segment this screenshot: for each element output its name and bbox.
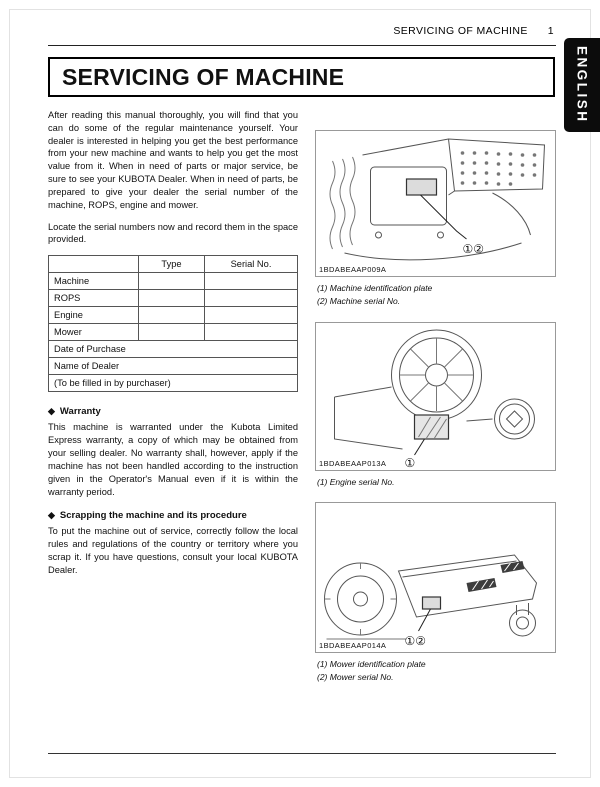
- locate-paragraph: Locate the serial numbers now and record them in the space provided.: [48, 221, 298, 245]
- purchaser-note-row: (To be filled in by purchaser): [49, 375, 298, 392]
- engine-type-cell: [139, 307, 205, 324]
- table-header-serial: Serial No.: [205, 256, 298, 273]
- table-row: [49, 358, 298, 375]
- warranty-heading: [48, 405, 298, 418]
- diamond-icon: ◆: [48, 510, 55, 521]
- table-row: [49, 307, 298, 324]
- figure-code: 1BDABEAAP014A: [319, 641, 387, 651]
- mower-figure-captions: [317, 658, 556, 684]
- row-label-engine: Engine: [49, 307, 139, 324]
- figure-caption: (1) Engine serial No.: [317, 476, 395, 487]
- text-column: [48, 109, 298, 698]
- figure-column: [315, 109, 556, 698]
- serial-number-table: [48, 255, 298, 392]
- engine-figure-drawing: [316, 323, 555, 470]
- intro-paragraph: After reading this manual thoroughly, you will find that you can do some of the regular maintenance yourself. Your dealer is interested in helping you get the best performance from your new machine and wants to help you get the most value from it. When in need of parts or major service, be sure to see your KUBOTA Dealer. When in need of parts, be prepared to give your dealer the serial number of the machine, ROPS, engine and mower.: [48, 110, 298, 210]
- row-label-mower: Mower: [49, 324, 139, 341]
- table-row: [49, 290, 298, 307]
- date-of-purchase-row: Date of Purchase: [49, 341, 298, 358]
- machine-serial-cell: [205, 273, 298, 290]
- language-tab-label: ENGLISH: [574, 46, 590, 124]
- diamond-icon: ◆: [48, 406, 55, 417]
- figure-caption: (1) Machine identification plate: [317, 283, 433, 293]
- warranty-body: This machine is warranted under the Kubota Limited Express warranty, a copy of which may be obtained from your selling dealer. No warranty shall, however, apply if the machine has not been handled according to the instruction given in the Operator's Manual even if it is within the warranty period.: [48, 422, 298, 497]
- table-row: [49, 375, 298, 392]
- table-header-type: Type: [139, 256, 205, 273]
- figure-caption: (1) Mower identification plate: [317, 659, 426, 670]
- engine-figure-captions: [317, 476, 556, 489]
- machine-figure-box: [315, 130, 556, 277]
- figure2-callout: ①: [404, 455, 416, 470]
- mower-serial-cell: [205, 324, 298, 341]
- table-corner-cell: [49, 256, 139, 273]
- running-header: [393, 25, 554, 37]
- content-columns: [48, 109, 556, 698]
- table-row: [49, 324, 298, 341]
- figure1-callout: ①②: [462, 242, 485, 256]
- scrapping-heading: [48, 509, 298, 522]
- name-of-dealer-row: Name of Dealer: [49, 358, 298, 375]
- figure-code: 1BDABEAAP013A: [319, 458, 387, 468]
- mower-figure-drawing: [316, 503, 555, 652]
- machine-type-cell: [139, 273, 205, 290]
- table-row: [49, 273, 298, 290]
- table-header-row: [49, 256, 298, 273]
- machine-figure-captions: [317, 282, 556, 308]
- engine-serial-cell: [205, 307, 298, 324]
- scrapping-body: To put the machine out of service, correctly follow the local rules and regulations of the country or territory where you scrap it. If you have questions, consult your local KUBOTA Dealer.: [48, 526, 298, 575]
- figure-code: 1BDABEAAP009A: [319, 265, 387, 274]
- running-title: SERVICING OF MACHINE: [393, 25, 528, 37]
- language-tab: [564, 38, 600, 132]
- page-title: SERVICING OF MACHINE: [62, 63, 345, 90]
- header-rule: [48, 45, 556, 46]
- page-number: 1: [547, 25, 554, 37]
- figure3-callout: ①②: [404, 634, 427, 649]
- rops-serial-cell: [205, 290, 298, 307]
- row-label-machine: Machine: [49, 273, 139, 290]
- machine-figure-drawing: [316, 131, 555, 276]
- mower-type-cell: [139, 324, 205, 341]
- engine-figure-box: [315, 322, 556, 471]
- figure-caption: (2) Machine serial No.: [317, 295, 401, 306]
- title-box: [48, 57, 555, 97]
- scrapping-heading-label: Scrapping the machine and its procedure: [59, 510, 247, 522]
- table-row: [49, 341, 298, 358]
- warranty-heading-label: Warranty: [59, 406, 101, 418]
- row-label-rops: ROPS: [49, 290, 139, 307]
- rops-type-cell: [139, 290, 205, 307]
- figure-caption: (2) Mower serial No.: [317, 672, 394, 682]
- bottom-rule: [48, 753, 556, 754]
- mower-figure-box: [315, 502, 556, 653]
